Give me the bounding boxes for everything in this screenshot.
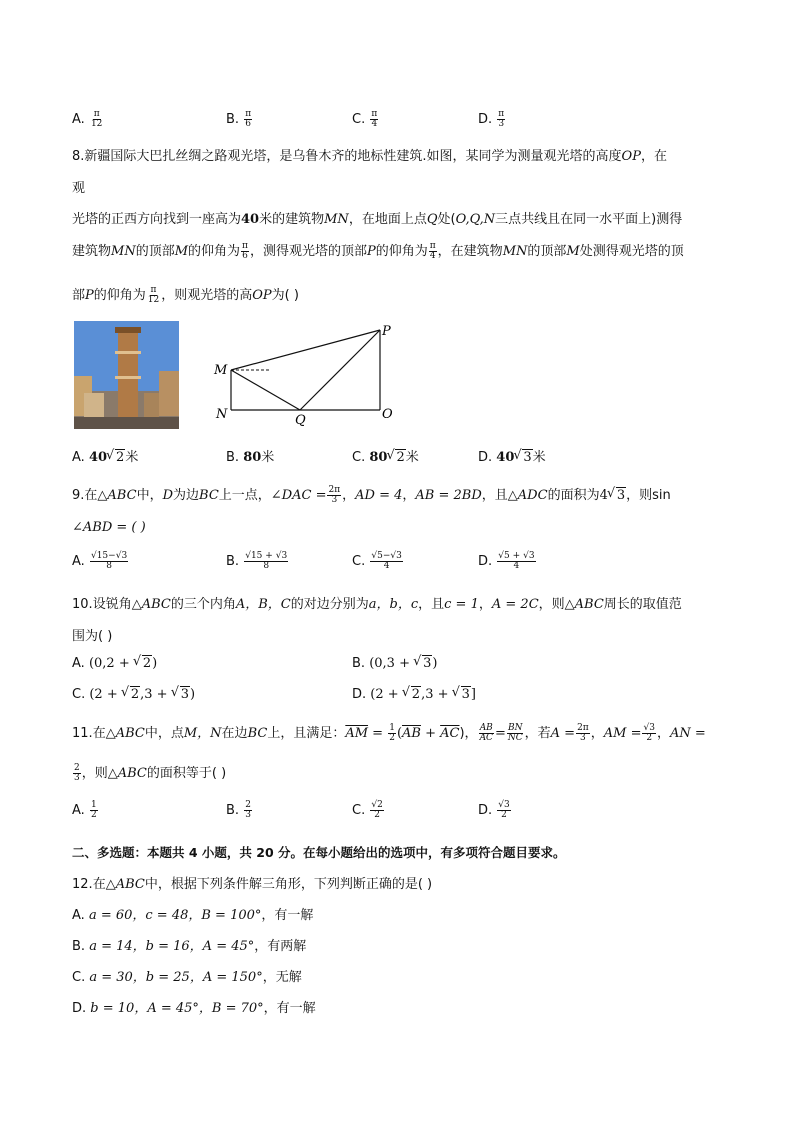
math-var: MN xyxy=(324,212,349,227)
vector-am: $\overline{AM}$ xyxy=(345,726,369,741)
option-label: D. xyxy=(72,1001,87,1016)
math-expr: ] xyxy=(470,687,476,702)
label-p: P xyxy=(382,324,391,339)
math-expr: AB = 2BD xyxy=(415,488,482,503)
vector-ab: $\overline{AB}$ xyxy=(402,726,421,741)
option-label: A. xyxy=(72,450,85,465)
q12-option-b[interactable] xyxy=(72,935,306,954)
vector-ac: $\overline{AC}$ xyxy=(440,726,460,741)
math-num: 80 xyxy=(369,450,388,465)
option-label: B. xyxy=(72,939,86,954)
q8-line1 xyxy=(72,145,667,164)
text: ，测得观光塔的顶部 xyxy=(249,244,367,259)
fraction: $\frac{\pi}{4}$ xyxy=(429,241,436,261)
question-number: 8. xyxy=(72,149,85,164)
text: 在边 xyxy=(221,726,248,741)
tower-photo xyxy=(74,321,179,429)
fraction: $\frac{\pi}{12}$ xyxy=(90,109,103,129)
math-var: M xyxy=(174,244,189,259)
text: 处测得观光塔的顶 xyxy=(579,244,684,259)
text: 中，点 xyxy=(144,726,184,741)
option-label: C. xyxy=(352,450,366,465)
fraction: $\frac{√3}{2}$ xyxy=(498,800,510,820)
fraction: $\frac{2\pi}{3}$ xyxy=(328,485,341,505)
option-label: D. xyxy=(478,803,493,818)
option-label: C. xyxy=(352,112,366,127)
q9-line1 xyxy=(72,484,671,505)
q9-option-c[interactable] xyxy=(352,552,404,571)
text: )， xyxy=(459,726,478,741)
question-number: 12. xyxy=(72,877,93,892)
math-expr: (0,3 + xyxy=(369,656,415,671)
label-o: O xyxy=(382,407,393,422)
option-label: B. xyxy=(352,656,366,671)
text: 部 xyxy=(72,288,86,303)
text: ，有两解 xyxy=(254,939,307,954)
q8-option-a[interactable] xyxy=(72,446,138,465)
q10-option-c[interactable] xyxy=(72,687,195,702)
math-var: P xyxy=(366,244,376,259)
option-label: D. xyxy=(478,554,493,569)
math-expr: a = 60，c = 48，B = 100° xyxy=(88,908,262,923)
option-label: B. xyxy=(226,803,240,818)
q10-line1 xyxy=(72,593,682,612)
q10-line2: 围为( ) xyxy=(72,629,113,644)
math-var: M，N xyxy=(183,726,222,741)
text: 的仰角为 xyxy=(375,244,428,259)
q8-line2: 观 xyxy=(72,181,86,196)
option-label: B. xyxy=(226,450,240,465)
math-var: OP xyxy=(252,288,272,303)
q7-option-c[interactable] xyxy=(352,110,379,129)
text: ，则 xyxy=(81,766,108,781)
q10-option-b[interactable] xyxy=(352,656,437,671)
text: ， xyxy=(478,597,492,612)
q12-option-c[interactable] xyxy=(72,966,302,985)
fraction: $\frac{AB}{AC}$ xyxy=(479,723,493,743)
math-expr: (2 + xyxy=(89,687,122,702)
text: ， xyxy=(342,488,356,503)
q8-line5 xyxy=(72,284,299,305)
fraction: $\frac{2}{3}$ xyxy=(74,763,80,783)
sqrt: √ 3 xyxy=(414,656,432,671)
math-expr: ( xyxy=(396,726,403,741)
math-expr: ,3 + xyxy=(140,687,172,702)
math-num: 80 xyxy=(243,450,262,465)
q8-line4 xyxy=(72,240,684,261)
option-label: C. xyxy=(352,554,366,569)
math-expr: ) xyxy=(432,656,438,671)
fraction: $\frac{BN}{NC}$ xyxy=(507,723,523,743)
math-var: △ABC xyxy=(107,766,147,781)
fraction: $\frac{\pi}{6}$ xyxy=(242,241,248,261)
math-num: 40 xyxy=(88,450,108,465)
q11-line2 xyxy=(72,762,226,783)
text: ，有一解 xyxy=(261,908,314,923)
math-var: BC xyxy=(199,488,219,503)
math-var: a，b，c xyxy=(368,597,419,612)
math-var: A，B，C xyxy=(235,597,291,612)
sqrt: √ 2 xyxy=(122,687,140,702)
unit: 米 xyxy=(261,450,275,465)
math-var: BC xyxy=(247,726,268,741)
math-expr: ) xyxy=(189,687,196,702)
text: 的顶部 xyxy=(527,244,567,259)
math-expr: a = 30，b = 25，A = 150° xyxy=(89,970,263,985)
text: 的仰角为 xyxy=(93,288,146,303)
text: 在 xyxy=(84,488,98,503)
q7-option-a[interactable] xyxy=(72,110,104,129)
option-label: A. xyxy=(72,554,85,569)
unit: 米 xyxy=(125,450,139,465)
math-var: △ADC xyxy=(507,488,548,503)
text: 上，且满足： xyxy=(267,726,346,741)
text: 的三个内角 xyxy=(170,597,236,612)
text: 的面积为 xyxy=(547,488,600,503)
label-n: N xyxy=(216,407,228,422)
math-expr: AN = xyxy=(669,726,706,741)
math-expr: ∠DAC = xyxy=(270,488,327,503)
option-label: D. xyxy=(352,687,367,702)
fraction: $\frac{\pi}{3}$ xyxy=(498,109,505,129)
sqrt: √ 3 xyxy=(514,450,532,465)
sqrt: √ 2 xyxy=(107,450,125,465)
math-var: MN xyxy=(111,244,136,259)
fraction: $\frac{\pi}{12}$ xyxy=(147,285,160,305)
segment-mp xyxy=(231,330,380,370)
text: 在 xyxy=(92,726,106,741)
text: 建筑物 xyxy=(72,244,112,259)
q11-option-b[interactable] xyxy=(226,801,253,820)
q12-option-a[interactable] xyxy=(72,904,313,923)
option-label: C. xyxy=(352,803,366,818)
text: 中，根据下列条件解三角形，下列判断正确的是( ) xyxy=(144,877,433,892)
option-label: A. xyxy=(72,112,85,127)
math-expr: (2 + xyxy=(370,687,403,702)
fraction: $\frac{\pi}{4}$ xyxy=(371,109,378,129)
q12-option-d[interactable] xyxy=(72,997,316,1016)
question-number: 11. xyxy=(72,726,93,741)
option-label: D. xyxy=(478,112,493,127)
option-label: A. xyxy=(72,908,85,923)
text: 的面积等于( ) xyxy=(146,766,227,781)
q9-line2 xyxy=(72,520,146,535)
question-number: 10. xyxy=(72,597,93,612)
math-expr: ∠ABD = ( ) xyxy=(72,520,146,535)
unit: 米 xyxy=(405,450,419,465)
text: 米的建筑物 xyxy=(259,212,325,227)
fraction: $\frac{√2}{2}$ xyxy=(371,800,383,820)
math-num: 40 xyxy=(241,212,260,227)
math-expr: = xyxy=(368,726,388,741)
text: 上一点， xyxy=(218,488,271,503)
math-num: 4 xyxy=(599,488,608,503)
q9-option-d[interactable] xyxy=(478,552,537,571)
math-expr: a = 14，b = 16，A = 45° xyxy=(89,939,255,954)
label-q: Q xyxy=(295,413,306,428)
math-expr: c = 1 xyxy=(444,597,479,612)
text: ，则sin xyxy=(626,488,671,503)
fraction: $\frac{\pi}{6}$ xyxy=(245,109,252,129)
math-var: MN xyxy=(502,244,528,259)
fraction: $\frac{2\pi}{3}$ xyxy=(577,723,589,743)
math-expr: + xyxy=(420,726,441,741)
text: 在 xyxy=(92,877,106,892)
text: 的对边分别为 xyxy=(290,597,369,612)
math-var: OP xyxy=(621,149,641,164)
question-number: 9. xyxy=(72,488,85,503)
text: 新疆国际大巴扎丝绸之路观光塔，是乌鲁木齐的地标性建筑.如图，某同学为测量观光塔的高度 xyxy=(84,149,622,164)
text: 三点共线且在同一水平面上)测得 xyxy=(495,212,683,227)
text: ，在地面上点 xyxy=(348,212,427,227)
q10-option-d[interactable] xyxy=(352,687,476,702)
math-expr: = xyxy=(494,726,506,741)
sqrt: √ 2 xyxy=(387,450,405,465)
q11-option-d[interactable] xyxy=(478,801,512,820)
text: ，有一解 xyxy=(263,1001,316,1016)
section-heading: 二、多选题：本题共 4 小题，共 20 分。在每小题给出的选项中，有多项符合题目要求。 xyxy=(72,845,566,860)
option-label: D. xyxy=(478,450,493,465)
fraction: $\frac{√15 + √3}{8}$ xyxy=(245,551,288,571)
math-var: △ABC xyxy=(131,597,171,612)
text: 设锐角 xyxy=(92,597,132,612)
option-label: B. xyxy=(226,554,240,569)
text: 光塔的正西方向找到一座高为 xyxy=(72,212,242,227)
text: 为边 xyxy=(173,488,200,503)
sqrt: √ 2 xyxy=(134,656,152,671)
unit: 米 xyxy=(532,450,546,465)
text: ，在 xyxy=(640,149,667,164)
text: ，且 xyxy=(481,488,508,503)
math-expr: (0,2 + xyxy=(88,656,134,671)
option-label: A. xyxy=(72,803,85,818)
math-num: 40 xyxy=(496,450,515,465)
fraction: $\frac{√3}{2}$ xyxy=(643,723,655,743)
text: ， xyxy=(656,726,670,741)
geometry-diagram xyxy=(210,320,400,430)
math-expr: A = xyxy=(550,726,576,741)
math-expr: b = 10，A = 45°，B = 70° xyxy=(90,1001,264,1016)
fraction: $\frac{√5 + √3}{4}$ xyxy=(498,551,535,571)
text: ，则 xyxy=(538,597,565,612)
q8-option-b[interactable] xyxy=(226,446,274,465)
q9-option-b[interactable] xyxy=(226,552,289,571)
text: ，无解 xyxy=(262,970,302,985)
option-label: C. xyxy=(72,970,86,985)
text: 周长的取值范 xyxy=(603,597,682,612)
text: ，若 xyxy=(524,726,551,741)
q11-option-a[interactable] xyxy=(72,801,99,820)
math-var: Q xyxy=(426,212,438,227)
text: ， xyxy=(590,726,604,741)
option-label: C. xyxy=(72,687,86,702)
text: ，且 xyxy=(418,597,445,612)
math-var: D xyxy=(162,488,174,503)
sqrt: √ 3 xyxy=(453,687,471,702)
fraction: $\frac{2}{3}$ xyxy=(245,800,251,820)
math-var: O,Q,N xyxy=(455,212,496,227)
math-expr: ,3 + xyxy=(421,687,453,702)
fraction: $\frac{√5-√3}{4}$ xyxy=(371,551,402,571)
math-var: P xyxy=(85,288,94,303)
math-expr: AD = 4 xyxy=(355,488,403,503)
q11-option-c[interactable] xyxy=(352,801,385,820)
sqrt: √ 2 xyxy=(403,687,421,702)
text: 的顶部 xyxy=(135,244,175,259)
fraction: $\frac{1}{2}$ xyxy=(90,800,97,820)
option-label: A. xyxy=(72,656,85,671)
q11-line1 xyxy=(72,722,706,743)
sqrt: √ 3 xyxy=(608,488,626,503)
math-var: △ABC xyxy=(105,877,145,892)
text: 的仰角为 xyxy=(188,244,241,259)
math-var: △ABC xyxy=(105,726,145,741)
math-var: △ABC xyxy=(97,488,137,503)
q7-option-d[interactable] xyxy=(478,110,506,129)
text: 中， xyxy=(136,488,163,503)
segment-qp xyxy=(300,330,380,410)
math-expr: ) xyxy=(152,656,158,671)
text: ， xyxy=(402,488,416,503)
sqrt: √ 3 xyxy=(172,687,190,702)
q12-stem xyxy=(72,873,432,892)
segment-mq xyxy=(231,370,300,410)
math-var: M xyxy=(566,244,580,259)
math-var: △ABC xyxy=(564,597,604,612)
text: 为( ) xyxy=(271,288,299,303)
math-expr: A = 2C xyxy=(491,597,539,612)
text: 处( xyxy=(437,212,456,227)
q10-option-a[interactable] xyxy=(72,656,157,671)
q8-option-c[interactable] xyxy=(352,446,419,465)
q8-line3 xyxy=(72,208,682,227)
text: ，在建筑物 xyxy=(437,244,503,259)
label-m: M xyxy=(214,363,228,378)
q8-option-d[interactable] xyxy=(478,446,546,465)
fraction: $\frac{1}{2}$ xyxy=(389,723,395,743)
q9-option-a[interactable] xyxy=(72,552,129,571)
option-label: B. xyxy=(226,112,240,127)
text: ，则观光塔的高 xyxy=(161,288,253,303)
q7-option-b[interactable] xyxy=(226,110,253,129)
math-expr: AM = xyxy=(603,726,642,741)
fraction: $\frac{√15-√3}{8}$ xyxy=(90,551,128,571)
